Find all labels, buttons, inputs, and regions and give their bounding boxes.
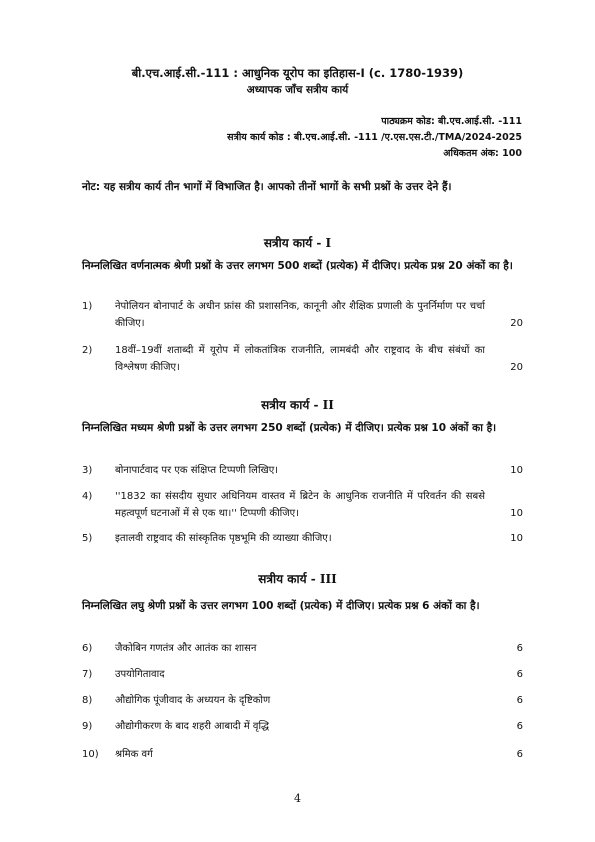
- question-text: नेपोलियन बोनापार्ट के अधीन फ्रांस की प्रशासनिक, कानूनी और शैक्षिक प्रणाली के पुनर्निर्माण पर चर्चा कीजिए।: [115, 301, 485, 329]
- question-item: [82, 530, 523, 547]
- document-subtitle: अध्यापक जाँच सत्रीय कार्य: [246, 84, 349, 96]
- question-marks: 6: [516, 721, 523, 732]
- question-item: [82, 746, 523, 763]
- question-number: 5): [82, 533, 93, 544]
- question-item: [82, 640, 523, 657]
- page-number: 4: [294, 792, 301, 805]
- question-number: 10): [82, 749, 99, 760]
- question-marks: 10: [510, 508, 523, 519]
- question-item: [82, 462, 523, 479]
- question-text: उपयोगितावाद: [115, 669, 165, 680]
- question-number: 1): [82, 301, 93, 312]
- question-text: औद्योगिक पूंजीवाद के अध्ययन के दृष्टिकोण: [115, 695, 271, 706]
- question-number: 6): [82, 643, 93, 654]
- question-marks: 20: [510, 318, 523, 329]
- section-heading-2: सत्रीय कार्य - II: [261, 398, 334, 412]
- document-title: बी.एच.आई.सी.-111 : आधुनिक यूरोप का इतिहास-I (c. 1780-1939): [131, 66, 464, 80]
- question-marks: 6: [516, 695, 523, 706]
- question-number: 4): [82, 491, 93, 502]
- question-number: 8): [82, 695, 93, 706]
- question-text: जैकोबिन गणतंत्र और आतंक का शासन: [115, 643, 257, 654]
- question-number: 2): [82, 345, 93, 356]
- question-marks: 6: [516, 749, 523, 760]
- max-marks: अधिकतम अंक: 100: [443, 148, 522, 159]
- question-text: इतालवी राष्ट्रवाद की सांस्कृतिक पृष्ठभूमि की व्याख्या कीजिए।: [115, 533, 332, 544]
- question-item: [82, 666, 523, 683]
- question-item: [82, 718, 523, 735]
- question-marks: 10: [510, 465, 523, 476]
- question-text: श्रमिक वर्ग: [115, 749, 153, 760]
- question-marks: 20: [510, 362, 523, 373]
- question-text: 18वीं–19वीं शताब्दी में यूरोप में लोकतांत्रिक राजनीति, लामबंदी और राष्ट्रवाद के बीच संबंधों का विश्लेषण कीजिए।: [115, 345, 485, 373]
- question-item: [82, 298, 523, 332]
- question-item: [82, 692, 523, 709]
- question-number: 3): [82, 465, 93, 476]
- note-text: नोट: यह सत्रीय कार्य तीन भागों में विभाजित है। आपको तीनों भागों के सभी प्रश्नों के उत्तर देने हैं।: [82, 181, 452, 193]
- question-text: ''1832 का संसदीय सुधार अधिनियम वास्तव में ब्रिटेन के आधुनिक राजनीति में परिवर्तन की सबसे महत्वपूर्ण घटनाओं में से एक था।'' टिप्पणी कीजिए।: [115, 491, 485, 519]
- question-item: [82, 342, 523, 376]
- assignment-code: सत्रीय कार्य कोड : बी.एच.आई.सी. -111 /ए.एस.एस.टी./TMA/2024-2025: [227, 132, 522, 143]
- question-marks: 6: [516, 643, 523, 654]
- question-item: [82, 488, 523, 522]
- question-text: औद्योगीकरण के बाद शहरी आबादी में वृद्धि: [115, 721, 270, 732]
- course-code: पाठ्यक्रम कोड: बी.एच.आई.सी. -111: [381, 116, 522, 127]
- section-heading-1: सत्रीय कार्य - I: [263, 236, 332, 250]
- section-instruction-3: निम्नलिखित लघु श्रेणी प्रश्नों के उत्तर लगभग 100 शब्दों (प्रत्येक) में दीजिए। प्रत्येक प्रश्न 6 अंकों का है।: [82, 600, 480, 612]
- question-text: बोनापार्टवाद पर एक संक्षिप्त टिप्पणी लिखिए।: [115, 465, 279, 476]
- question-number: 9): [82, 721, 93, 732]
- question-number: 7): [82, 669, 93, 680]
- question-marks: 10: [510, 533, 523, 544]
- section-instruction-2: निम्नलिखित मध्यम श्रेणी प्रश्नों के उत्तर लगभग 250 शब्दों (प्रत्येक) में दीजिए। प्रत्येक प्रश्न 10 अंकों का है।: [82, 422, 497, 434]
- question-marks: 6: [516, 669, 523, 680]
- section-heading-3: सत्रीय कार्य - III: [258, 572, 337, 586]
- section-instruction-1: निम्नलिखित वर्णनात्मक श्रेणी प्रश्नों के उत्तर लगभग 500 शब्दों (प्रत्येक) में दीजिए। प्रत्येक प्रश्न 20 अंकों का है।: [82, 260, 513, 272]
